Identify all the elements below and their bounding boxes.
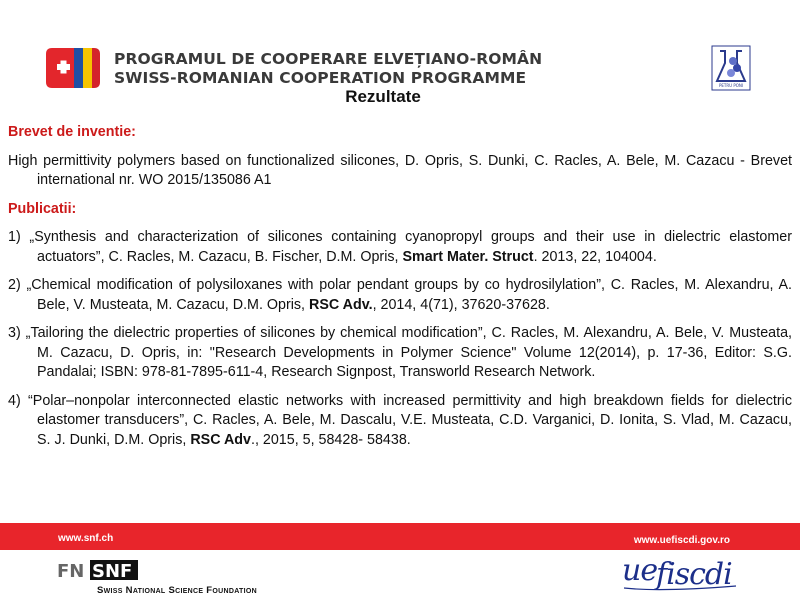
snf-link[interactable]: www.snf.ch: [58, 533, 114, 544]
snf-name: Swiss National Science Foundation: [97, 585, 257, 596]
snf-logo: [56, 558, 140, 582]
uefiscdi-logo: [620, 548, 740, 596]
publication-item-4: 4) “Polar–nonpolar interconnected elastic networks with increased permittivity and high breakdown fields for dielectric elastomer transducers”, C. Racles, A. Bele, M. Dascalu, V.E. Musteata, C.D. Varganici, D. Ionita, S. Vlad, M. Cazacu, S. J. Dunki, D.M. Opris, RSC Adv., 2015, 5, 58428- 58438.: [8, 392, 792, 448]
publication-item-3: 3) „Tailoring the dielectric properties of silicones by chemical modification”, C. Racles, M. Alexandru, A. Bele, V. Musteata, M. Cazacu, D. Opris, in: "Research Developments in Polymer Science" Volume 12(2014), p. 17-36, Editor: S.G. Pandalai; ISBN: 978-81-7895-611-4, Research Signpost, Transworld Research Network.: [8, 325, 792, 380]
programme-title-ro: PROGRAMUL DE COOPERARE ELVEȚIANO-ROMÂN: [114, 50, 543, 68]
publications-heading: Publicatii:: [8, 200, 77, 217]
uefiscdi-link[interactable]: www.uefiscdi.gov.ro: [633, 535, 730, 546]
publication-item-1: 1) „Synthesis and characterization of silicones containing cyanopropyl groups and their use in dielectric elastomer actuators”, C. Racles, M. Cazacu, B. Fischer, D.M. Opris, Smart Mater. Struct. 2013, 22, 104004.: [8, 229, 792, 265]
flask-icon: [711, 45, 751, 91]
svg-text:SNF: SNF: [92, 561, 133, 582]
svg-text:ue: ue: [622, 553, 658, 588]
programme-title: [114, 50, 542, 88]
page-title: Rezultate: [345, 87, 421, 106]
main-content: [8, 123, 792, 459]
patent-text: High permittivity polymers based on functionalized silicones, D. Opris, S. Dunki, C. Racles, A. Bele, M. Cazacu - Brevet international nr. WO 2015/135086 A1: [8, 152, 792, 188]
publication-item-2: 2) „Chemical modification of polysiloxanes with polar pendant groups by co hydrosilylation”, C. Racles, M. Alexandru, A. Bele, V. Musteata, M. Cazacu, D.M. Opris, RSC Adv., 2014, 4(71), 37620-37628.: [8, 277, 792, 313]
swiss-romanian-flag-logo: [44, 46, 102, 90]
petru-poni-logo: [711, 45, 751, 91]
patent-heading: Brevet de inventie:: [8, 124, 136, 140]
programme-title-en: SWISS-ROMANIAN COOPERATION PROGRAMME: [114, 69, 527, 87]
footer-band: [0, 523, 800, 550]
svg-text:FN: FN: [57, 561, 85, 582]
svg-text:PETRU PONI: PETRU PONI: [718, 83, 744, 88]
svg-text:fiscdi: fiscdi: [656, 557, 732, 592]
